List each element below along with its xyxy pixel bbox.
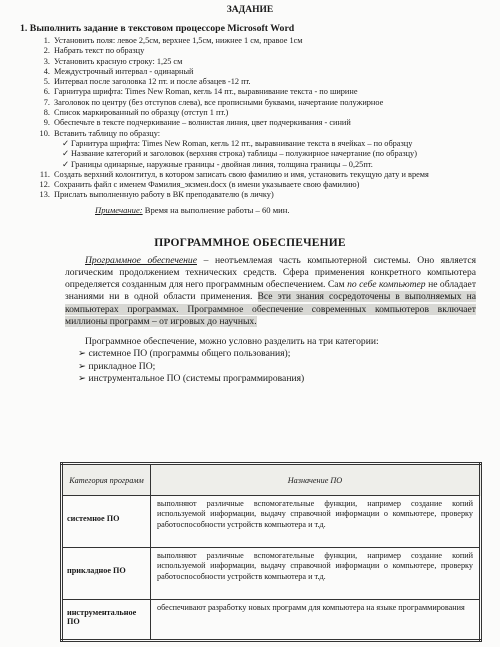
categories-lead: Программное обеспечение, можно условно разделить на три категории: — [85, 335, 379, 347]
header-category: Категория программ — [62, 464, 151, 496]
list-item: 12. Сохранить файл с именем Фамилия_экзмен.docx (в имени указываете свою фамилию) — [52, 180, 500, 190]
page-title: ЗАДАНИЕ — [226, 5, 274, 15]
category-item: ➢ прикладное ПО; — [78, 361, 500, 374]
cell-category: прикладное ПО — [62, 548, 151, 600]
shaded-text: Все эти знания сосредоточены в выполняемых на компьютерах программах. Программное обеспечение современных компьютеров включает миллионы программ – от игровых до научных. — [65, 291, 476, 327]
substep-item: ✓ Название категорий и заголовок (верхняя строка) таблицы – полужирное начертание (по образцу) — [60, 149, 500, 159]
list-item: 1. Установить поля: левое 2,5см, верхнее 1,5см, нижнее 1 см, правое 1см — [52, 36, 500, 46]
list-item: 5. Интервал после заголовка 12 пт. и после абзацев -12 пт. — [52, 77, 500, 87]
para-text: не обладает знаниями ни в одной области применения. — [65, 279, 477, 303]
cell-category: инструментальное ПО — [62, 600, 151, 641]
list-item-table — [52, 129, 500, 170]
note-text: Время на выполнение работы – 60 мин. — [142, 204, 290, 215]
list-item: 3. Установить красную строку: 1,25 см — [52, 57, 500, 67]
list-item: 8. Список маркированный по образцу (отступ 1 пт.) — [52, 108, 500, 118]
list-item: 9. Обеспечьте в тексте подчеркивание – волнистая линия, цвет подчеркивания - синий — [52, 118, 500, 128]
list-item: 4. Междустрочный интервал - одинарный — [52, 67, 500, 77]
cell-purpose: выполняют различные вспомогательные функции, например создание копий используемой информации, выдачу справочной информации о компьютере, проверку работоспособности устройств компьютера и т.д. — [151, 548, 481, 600]
category-item: ➢ системное ПО (программы общего пользования); — [78, 348, 500, 361]
task-steps-list — [0, 36, 500, 201]
table-header-row — [62, 464, 481, 496]
term: Программное обеспечение — [85, 254, 197, 266]
cell-purpose: обеспечивают разработку новых программ для компьютера на языке программирования — [151, 600, 481, 641]
substep-item: ✓ Гарнитура шрифта: Times New Roman, кегль 12 пт., выравнивание текста в ячейках – по образцу — [60, 139, 500, 149]
para-text: – неотъемлемая часть компьютерной системы. Оно является логическим продолжением технических средств. Сфера применения конкретного компьютера определяется созданным для него программным обеспечением. Сам — [65, 254, 476, 291]
list-item-label: Вставить таблицу по образцу: — [54, 128, 161, 138]
list-item: 6. Гарнитура шрифта: Times New Roman, кегль 14 пт., выравнивание текста - по ширине — [52, 87, 500, 97]
list-item: 7. Заголовок по центру (без отступов слева), все прописными буквами, начертание полужирное — [52, 98, 500, 108]
cell-category: системное ПО — [62, 496, 151, 548]
table-row — [62, 496, 481, 548]
intro-paragraph — [65, 255, 476, 328]
substep-item: ✓ Границы одинарные, наружные границы - двойная линия, толщина границы – 0,25пт. — [60, 160, 500, 170]
cell-purpose: выполняют различные вспомогательные функции, например создание копий используемой информации, выдачу справочной информации о компьютере, проверку работоспособности устройств компьютера и т.д. — [151, 496, 481, 548]
para-emphasis: по себе компьютер — [347, 279, 426, 291]
table-row — [62, 600, 481, 641]
note-label: Примечание: — [95, 204, 143, 215]
note — [95, 205, 500, 215]
category-item: ➢ инструментальное ПО (системы программирования) — [78, 373, 500, 386]
task-title: 1. Выполнить задание в текстовом процессоре Microsoft Word — [20, 23, 295, 34]
header-purpose: Назначение ПО — [151, 464, 481, 496]
software-table — [60, 462, 482, 642]
table-substeps — [54, 139, 500, 170]
section-heading: ПРОГРАММНОЕ ОБЕСПЕЧЕНИЕ — [154, 236, 346, 249]
list-item: 2. Набрать текст по образцу — [52, 46, 500, 56]
table-row — [62, 548, 481, 600]
list-item: 11. Создать верхний колонтитул, в котором записать свою фамилию и имя, установить текущую дату и время — [52, 170, 500, 180]
list-item: 13. Прислать выполненную работу в ВК преподавателю (в личку) — [52, 190, 500, 200]
categories-list — [0, 348, 500, 386]
